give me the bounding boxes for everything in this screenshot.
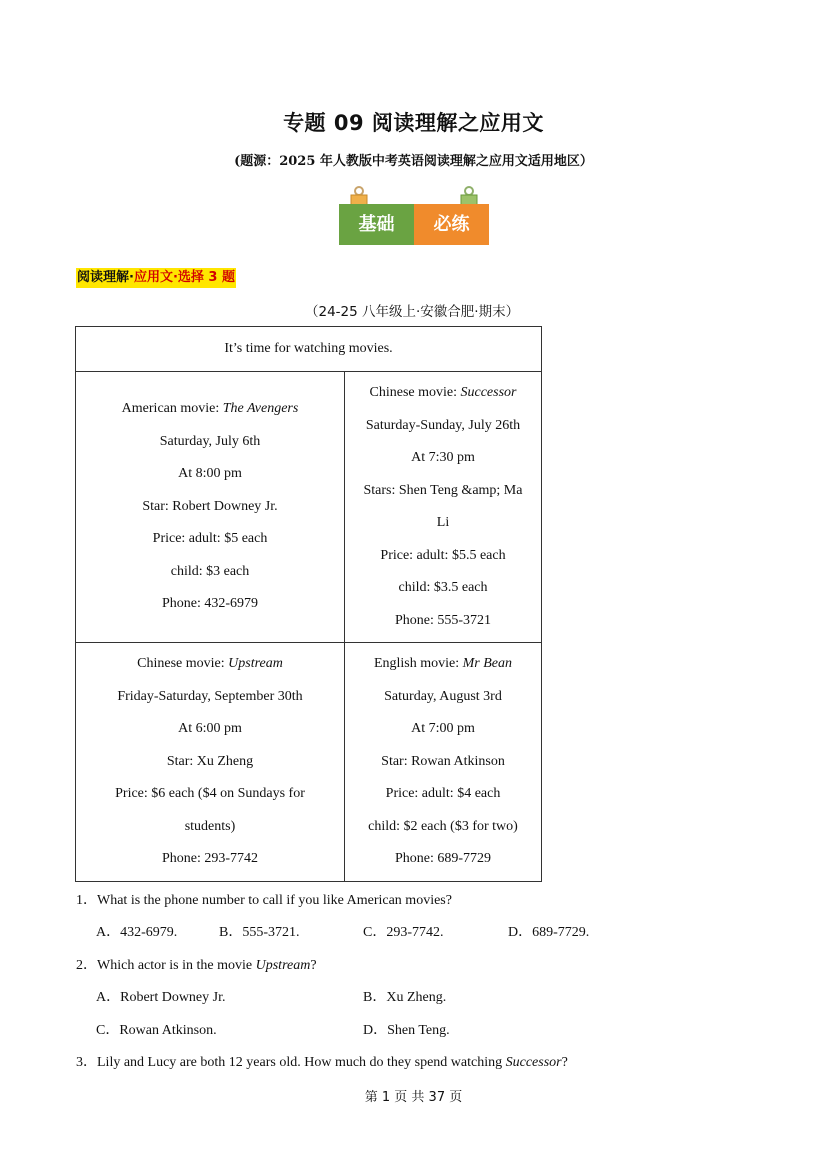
movie-detail: Phone: 555-3721 (394, 612, 492, 628)
badge-left-label: 基础 (339, 204, 414, 245)
question-text-end: ? (561, 1055, 568, 1070)
movie-type-label: Chinese movie: (369, 385, 461, 400)
question-source: （24-25 八年级上·安徽合肥·期末） (305, 304, 520, 320)
movie-detail: Phone: 293-7742 (161, 851, 259, 867)
movie-detail: child: $2 each ($3 for two) (368, 818, 518, 834)
table-header: It’s time for watching movies. (76, 327, 542, 372)
option-1b[interactable]: B．555-3721. (219, 925, 300, 940)
option-2b[interactable]: B．Xu Zheng. (363, 990, 447, 1005)
movie-detail: Saturday, August 3rd (384, 688, 502, 704)
section-heading (76, 268, 236, 288)
movie-cell-mr-bean (345, 643, 542, 882)
question-text-end: ? (310, 958, 317, 973)
question-number: 1． (76, 893, 97, 908)
question-1 (76, 889, 452, 909)
movie-cell-avengers (76, 372, 345, 643)
movie-detail: Friday-Saturday, September 30th (117, 688, 303, 704)
question-number: 3． (76, 1055, 97, 1070)
movie-name: Successor (460, 385, 517, 400)
movie-title-line (353, 377, 533, 410)
movie-detail: Saturday, July 6th (159, 433, 261, 449)
movie-detail: child: $3.5 each (398, 580, 488, 595)
movie-detail: Star: Robert Downey Jr. (142, 498, 278, 514)
section-heading-part1: 阅读理解· (77, 270, 134, 285)
movie-title-line (84, 648, 336, 681)
movie-detail: Star: Xu Zheng (166, 753, 254, 769)
movie-detail: Price: adult: $4 each (385, 786, 501, 802)
movie-detail: Phone: 432-6979 (161, 596, 259, 612)
question-text: Lily and Lucy are both 12 years old. How much do they spend watching (97, 1055, 506, 1070)
basic-practice-badge (339, 186, 489, 246)
movie-detail: Price: adult: $5.5 each (380, 547, 506, 563)
movie-detail: Phone: 689-7729 (394, 851, 492, 867)
section-heading-part2: 应用文·选择 3 题 (133, 270, 235, 285)
movie-detail: Li (436, 515, 450, 530)
badge-right-label: 必练 (414, 204, 489, 245)
movie-name: Upstream (228, 656, 283, 672)
page-footer: 第 1 页 共 37 页 (364, 1090, 463, 1105)
movie-detail: child: $3 each (170, 563, 250, 579)
movie-detail: At 8:00 pm (178, 466, 242, 482)
movie-detail: At 7:00 pm (411, 721, 475, 737)
question-number: 2． (76, 958, 97, 973)
movie-title-line (84, 393, 336, 426)
question-movie-name: Successor (505, 1055, 562, 1070)
option-2c[interactable]: C．Rowan Atkinson. (96, 1023, 217, 1038)
page-title: 专题 09 阅读理解之应用文 (283, 111, 544, 135)
movie-table (75, 326, 542, 882)
option-1c[interactable]: C．293-7742. (363, 925, 444, 940)
question-3 (76, 1051, 568, 1071)
question-movie-name: Upstream (255, 958, 311, 973)
option-1d[interactable]: D．689-7729. (508, 925, 590, 940)
option-2a[interactable]: A．Robert Downey Jr. (96, 990, 226, 1005)
question-text: Which actor is in the movie (97, 958, 256, 973)
option-1a[interactable]: A．432-6979. (96, 925, 178, 940)
movie-detail: At 6:00 pm (178, 721, 242, 737)
page-subtitle: (题源：2025 年人教版中考英语阅读理解之应用文适用地区） (234, 154, 593, 169)
movie-detail: Star: Rowan Atkinson (381, 753, 505, 769)
movie-detail: At 7:30 pm (411, 450, 475, 465)
question-text: What is the phone number to call if you like American movies? (97, 893, 452, 908)
movie-type-label: English movie: (373, 656, 463, 672)
movie-name: Mr Bean (462, 656, 513, 672)
question-2 (76, 954, 317, 974)
movie-type-label: Chinese movie: (137, 656, 229, 672)
movie-cell-successor (345, 372, 542, 643)
movie-title-line (353, 648, 533, 681)
movie-detail: Price: adult: $5 each (152, 531, 268, 547)
movie-cell-upstream (76, 643, 345, 882)
option-2d[interactable]: D．Shen Teng. (363, 1023, 450, 1038)
movie-detail: students) (184, 818, 236, 834)
movie-name: The Avengers (222, 401, 299, 417)
movie-detail: Stars: Shen Teng &amp; Ma (363, 482, 523, 498)
movie-detail: Price: $6 each ($4 on Sundays for (115, 786, 305, 802)
movie-type-label: American movie: (121, 401, 223, 417)
movie-detail: Saturday-Sunday, July 26th (365, 417, 521, 433)
